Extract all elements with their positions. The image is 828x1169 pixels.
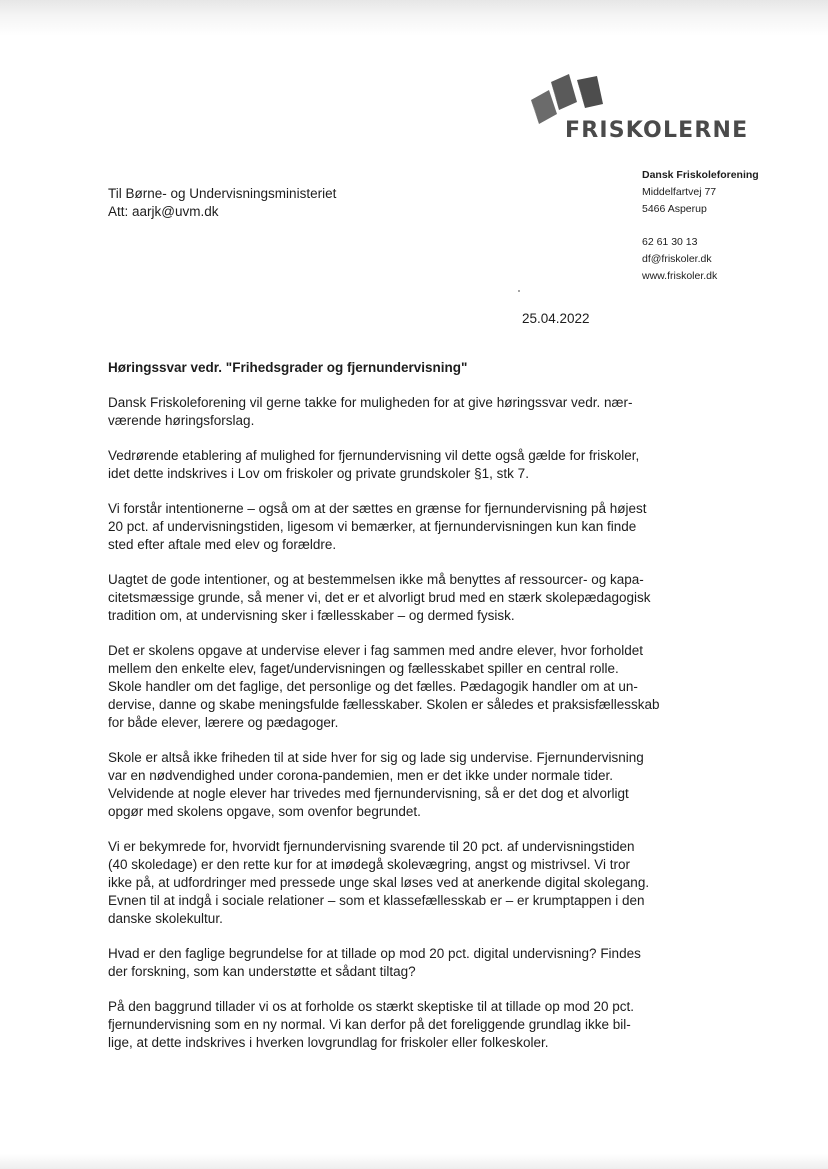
recipient-attention: Att: aarjk@uvm.dk	[108, 204, 219, 219]
letter-subject: Høringssvar vedr. "Frihedsgrader og fjernundervisning"	[108, 360, 468, 375]
scan-edge-bottom	[0, 1154, 828, 1169]
sender-address	[642, 167, 759, 218]
body-paragraph: Hvad er den faglige begrundelse for at tillade op mod 20 pct. digital undervisning? Findes der forskning, som kan understøtte et sådant tiltag?	[108, 946, 641, 979]
sender-phone: 62 61 30 13	[642, 236, 698, 248]
sender-email: df@friskoler.dk	[642, 253, 712, 265]
letter-date: 25.04.2022	[522, 311, 590, 326]
recipient-block	[108, 185, 336, 221]
body-paragraph: Skole er altså ikke friheden til at side hver for sig og lade sig undervise. Fjernundervisning var en nødvendighed under corona-pandemien, men er det ikke under normale tider. Velvidende at nogle elever har trivedes med fjernundervisning, så er det dog et alvorligt opgør med skolens opgave, som ovenfor begrundet.	[108, 750, 644, 819]
body-paragraph: Vi forstår intentionerne – også om at der sættes en grænse for fjernundervisning på højest 20 pct. af undervisningstiden, ligesom vi bemærker, at fjernundervisningen kun kan finde sted efter aftale med elev og forældre.	[108, 501, 647, 552]
scan-edge-top	[0, 0, 828, 36]
letter-body	[108, 394, 725, 1069]
body-paragraph: Vi er bekymrede for, hvorvidt fjernundervisning svarende til 20 pct. af undervisningstiden (40 skoledage) er den rette kur for at imødegå skolevægring, angst og mistrivsel. Vi tror ikke på, at udfordringer med pressede unge skal løses ved at anerkende digital skolegang. Evnen til at indgå i sociale relationer – som et klassefællesskab er – er krumptappen i den danske skolekultur.	[108, 839, 650, 926]
sender-street: Middelfartvej 77	[642, 186, 717, 198]
sender-org: Dansk Friskoleforening	[642, 169, 759, 181]
sender-city: 5466 Asperup	[642, 203, 707, 215]
body-paragraph: På den baggrund tillader vi os at forholde os stærkt skeptiske til at tillade op mod 20 pct. fjernundervisning som en ny normal. Vi kan derfor på det foreliggende grundlag ikke bil- lige, at dette indskrives i hverken lovgrundlag for friskoler eller folkeskoler.	[108, 999, 635, 1050]
body-paragraph: Det er skolens opgave at undervise elever i fag sammen med andre elever, hvor forholdet mellem den enkelte elev, faget/undervisningen og fællesskabet spiller en central rolle. Skole handler om det faglige, det personlige og det fælles. Pædagogik handler om at un- dervise, danne og skabe meningsfulde fællesskaber. Skolen er således et praksisfællesskab for både elever, lærere og pædagoger.	[108, 643, 660, 730]
sender-contact	[642, 234, 717, 285]
scan-speck	[518, 290, 520, 292]
sender-website: www.friskoler.dk	[642, 270, 718, 282]
friskolerne-logo	[525, 70, 765, 150]
body-paragraph: Vedrørende etablering af mulighed for fjernundervisning vil dette også gælde for friskoler, idet dette indskrives i Lov om friskoler og private grundskoler §1, stk 7.	[108, 448, 640, 481]
recipient-name: Til Børne- og Undervisningsministeriet	[108, 186, 337, 201]
body-paragraph: Uagtet de gode intentioner, og at bestemmelsen ikke må benyttes af ressourcer- og kapa- citetsmæssige grunde, så mener vi, det er et alvorligt brud med en stærk skolepædagogisk tradition om, at undervisning sker i fællesskaber – og dermed fysisk.	[108, 572, 651, 623]
logo-wordmark: FRISKOLERNE	[565, 118, 749, 143]
body-paragraph: Dansk Friskoleforening vil gerne takke for muligheden for at give høringssvar vedr. nær- værende høringsforslag.	[108, 395, 633, 428]
